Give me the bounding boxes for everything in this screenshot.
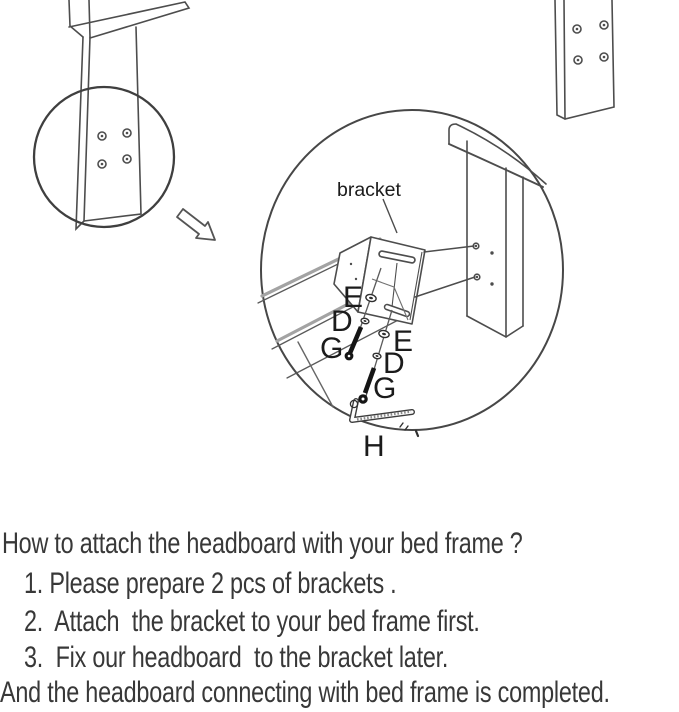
bolt-label-1: G [320, 332, 344, 365]
instruction-step-1: 1. Please prepare 2 pcs of brackets . [24, 567, 397, 600]
bed-frame-leg-drawing [555, 0, 614, 119]
zoom-arrow-icon [177, 209, 215, 240]
headboard-leg-drawing [69, 0, 189, 229]
instructions-conclusion: And the headboard connecting with bed frame is completed. [0, 676, 610, 709]
bolt-label-2: G [373, 372, 397, 405]
bracket-callout-label: bracket [337, 179, 401, 201]
instruction-step-3: 3. Fix our headboard to the bracket later. [24, 641, 449, 674]
allen-key-label: H [363, 430, 385, 463]
spring-washer-label-1: D [331, 305, 353, 338]
washer-label-2: E [393, 325, 414, 358]
instructions-title: How to attach the headboard with your bed frame ? [2, 527, 523, 560]
instruction-step-2: 2. Attach the bracket to your bed frame first. [24, 605, 480, 638]
washer-label-1: E [343, 281, 364, 314]
magnifier-circle [34, 87, 174, 227]
spring-washer-label-2: D [383, 347, 405, 380]
